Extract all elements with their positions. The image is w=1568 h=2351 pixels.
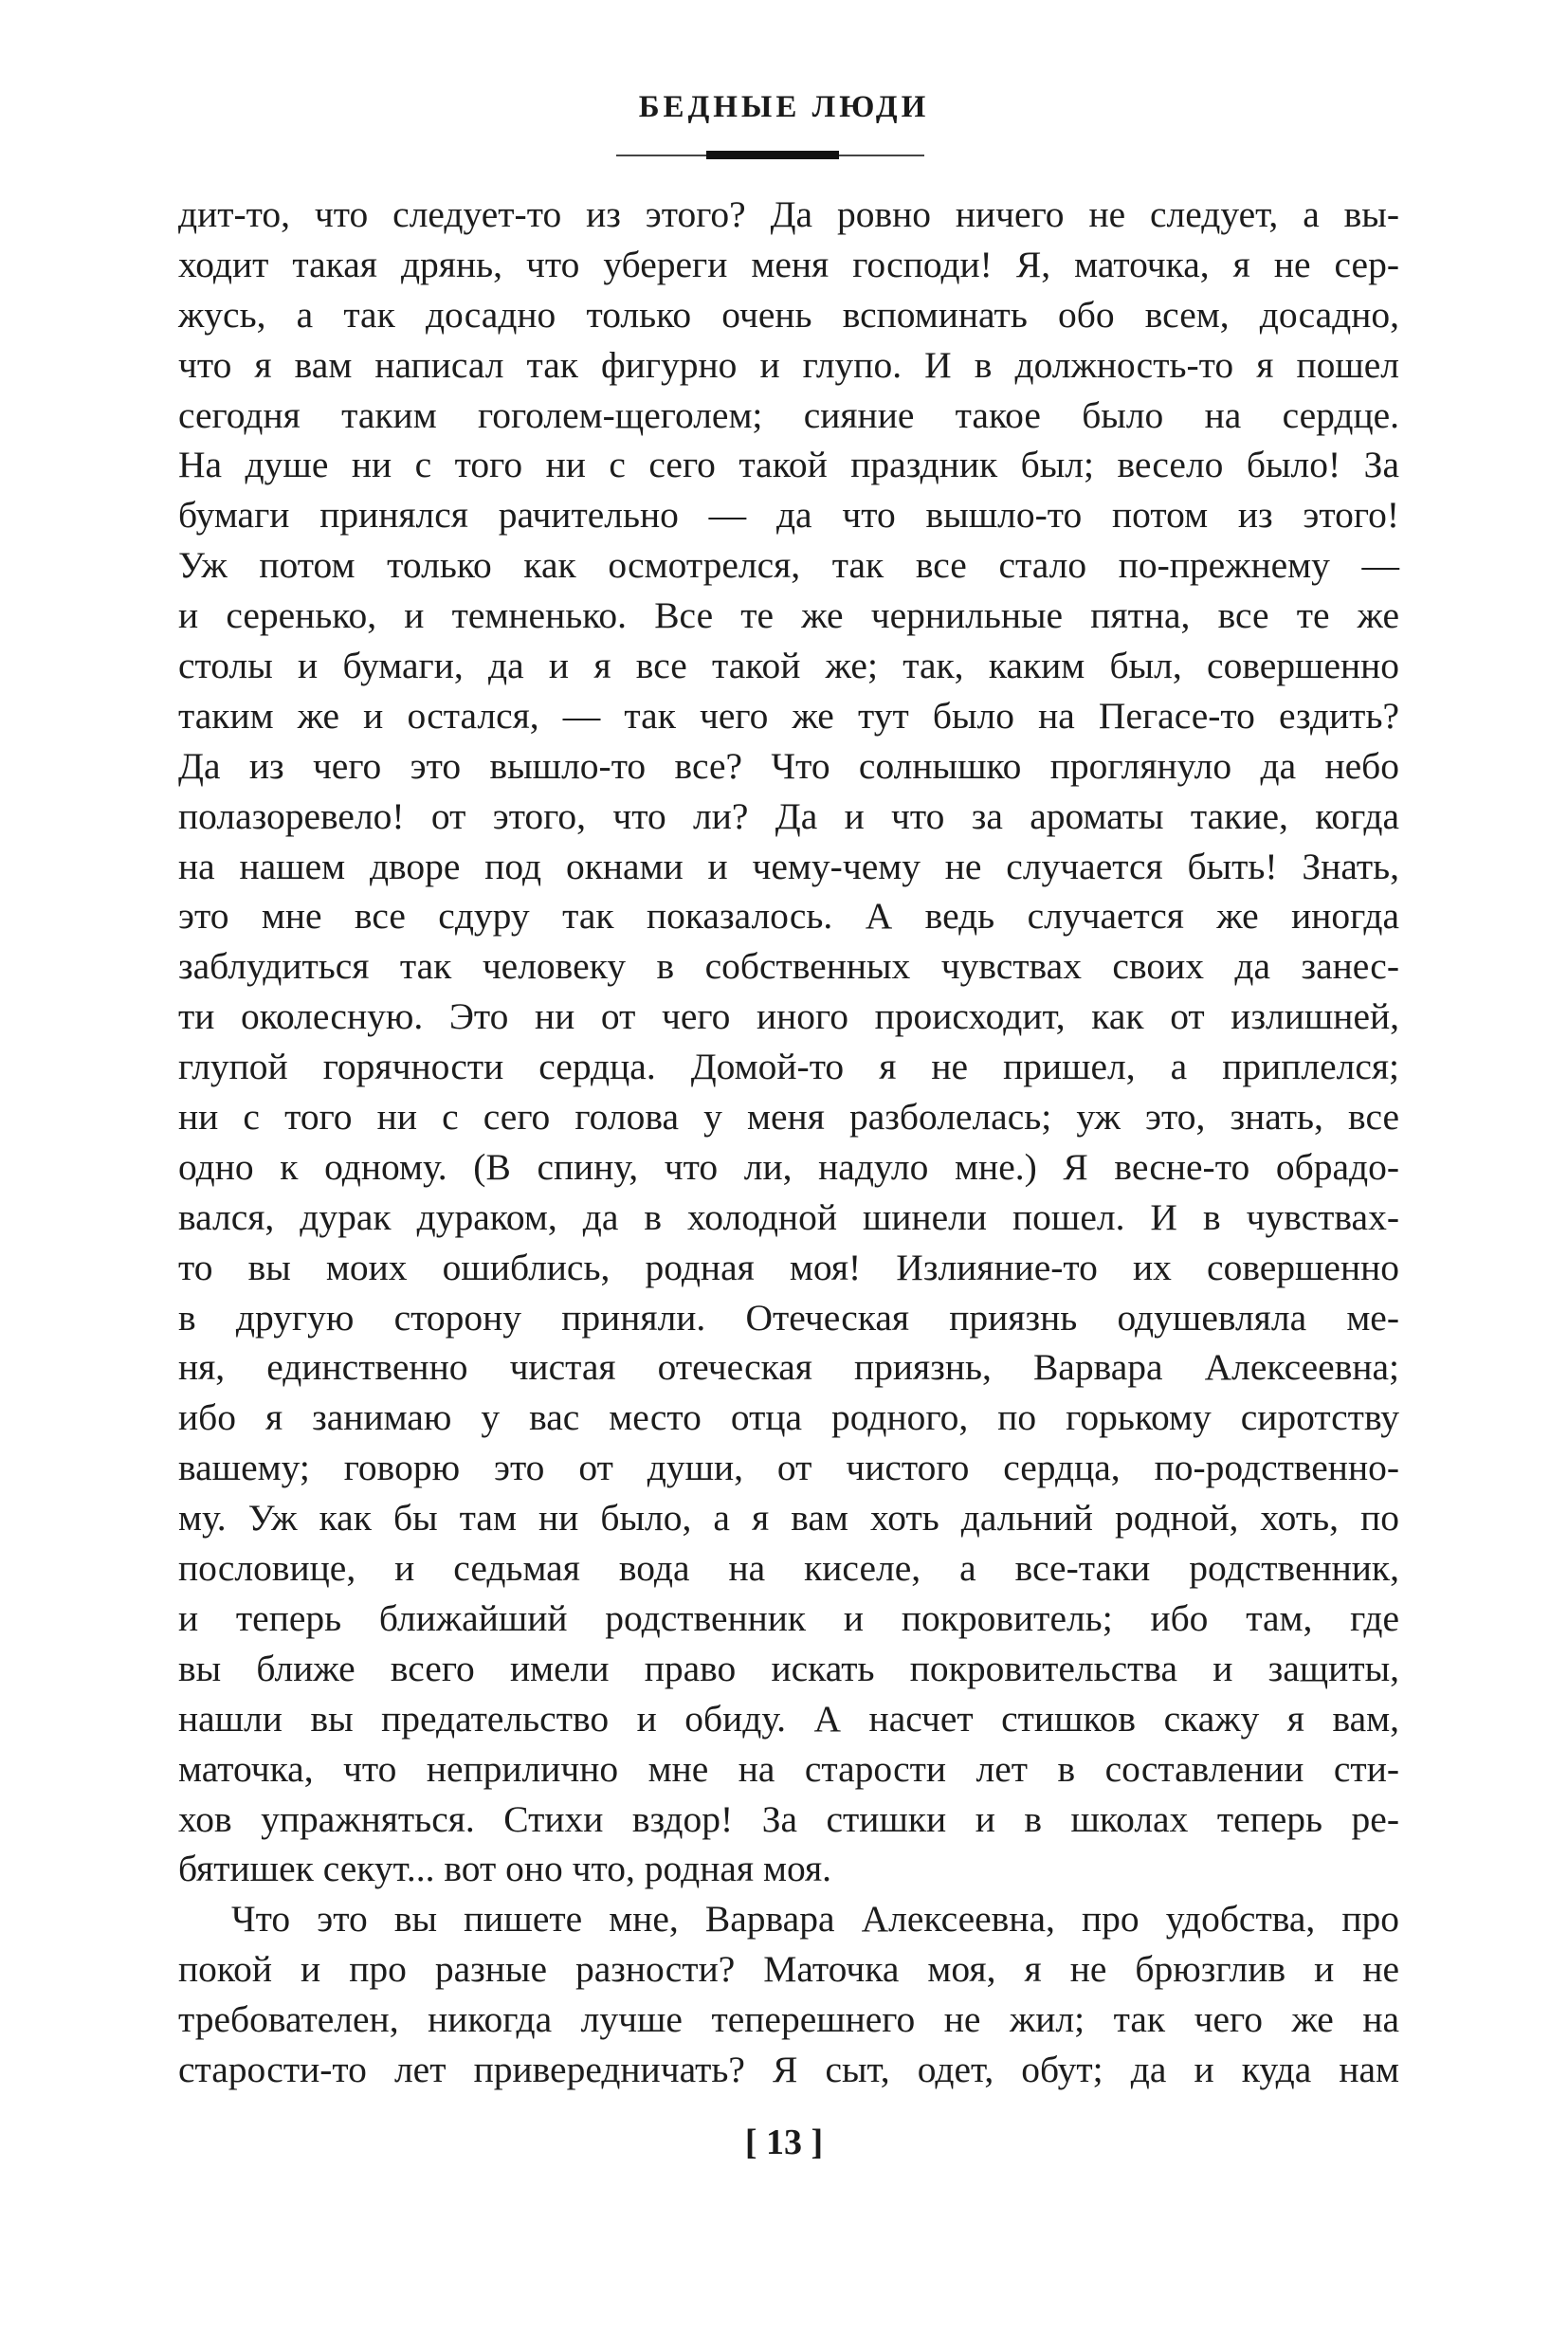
text-line: На душе ни с того ни с сего такой праздник был; весело было! За — [178, 444, 1399, 486]
text-line: покой и про разные разности? Маточка моя, я не брюзглив и не — [178, 1948, 1399, 1991]
text-line: на нашем дворе под окнами и чему-чему не случается быть! Знать, — [178, 845, 1399, 887]
text-line: хов упражняться. Стихи вздор! За стишки и в школах теперь ре- — [178, 1797, 1399, 1840]
running-head — [0, 90, 1568, 125]
text-line: маточка, что неприлично мне на старости лет в составлении сти- — [178, 1747, 1399, 1790]
text-line: столы и бумаги, да и я все такой же; так, каким был, совершенно — [178, 645, 1399, 687]
text-line: пословице, и седьмая вода на киселе, а все-таки родственник, — [178, 1547, 1399, 1590]
text-line: ни с того ни с сего голова у меня разболелась; уж это, знать, все — [178, 1096, 1399, 1139]
text-line: заблудиться так человеку в собственных чувствах своих да занес- — [178, 945, 1399, 988]
paragraph-first-line: Что это вы пишете мне, Варвара Алексеевна, про удобства, про — [231, 1898, 1399, 1941]
text-line: Уж потом только как осмотрелся, так все стало по-прежнему — — [178, 544, 1399, 587]
text-line: вался, дурак дураком, да в холодной шинели пошел. И в чувствах- — [178, 1195, 1399, 1238]
text-line: бумаги принялся рачительно — да что вышло-то потом из этого! — [178, 494, 1399, 537]
text-line: сегодня таким гоголем-щеголем; сияние такое было на сердце. — [178, 393, 1399, 436]
text-line: и теперь ближайший родственник и покровитель; ибо там, где — [178, 1596, 1399, 1639]
header-rule-accent — [706, 151, 839, 159]
text-line: вы ближе всего имели право искать покровительства и защиты, — [178, 1647, 1399, 1689]
body-text — [178, 190, 1399, 2095]
text-line: Да из чего это вышло-то все? Что солнышко проглянуло да небо — [178, 744, 1399, 787]
text-line: нашли вы предательство и обиду. А насчет стишков скажу я вам, — [178, 1697, 1399, 1740]
text-line: полазоревело! от этого, что ли? Да и что за ароматы такие, когда — [178, 794, 1399, 837]
text-line: таким же и остался, — так чего же тут было на Пегасе-то ездить? — [178, 694, 1399, 737]
running-title: БЕДНЫЕ ЛЮДИ — [638, 90, 930, 124]
paragraph-last-line: бятишек секут... вот оно что, родная моя. — [178, 1848, 831, 1890]
text-line: глупой горячности сердца. Домой-то я не пришел, а приплелся; — [178, 1046, 1399, 1088]
text-line: ти околесную. Это ни от чего иного происходит, как от излишней, — [178, 995, 1399, 1038]
text-line: требователен, никогда лучше теперешнего не жил; так чего же на — [178, 1998, 1399, 2041]
page-number: [ 13 ] — [744, 2123, 824, 2162]
text-line: му. Уж как бы там ни было, а я вам хоть дальний родной, хоть, по — [178, 1497, 1399, 1540]
text-line: и серенько, и темненько. Все те же чернильные пятна, все те же — [178, 594, 1399, 637]
text-line: то вы моих ошиблись, родная моя! Излияние-то их совершенно — [178, 1246, 1399, 1288]
text-line: это мне все сдуру так показалось. А ведь случается же иногда — [178, 895, 1399, 938]
text-line: одно к одному. (В спину, что ли, надуло мне.) Я весне-то обрадо- — [178, 1145, 1399, 1188]
text-line: старости-то лет привередничать? Я сыт, одет, обут; да и куда нам — [178, 2048, 1399, 2090]
text-line: дит-то, что следует-то из этого? Да ровно ничего не следует, а вы- — [178, 193, 1399, 235]
text-line: ибо я занимаю у вас место отца родного, по горькому сиротству — [178, 1396, 1399, 1439]
text-line: вашему; говорю это от души, от чистого сердца, по-родственно- — [178, 1447, 1399, 1489]
text-line: ходит такая дрянь, что убереги меня господи! Я, маточка, я не сер- — [178, 243, 1399, 285]
text-line: ня, единственно чистая отеческая приязнь, Варвара Алексеевна; — [178, 1346, 1399, 1389]
text-line: в другую сторону приняли. Отеческая приязнь одушевляла ме- — [178, 1296, 1399, 1339]
text-line: что я вам написал так фигурно и глупо. И в должность-то я пошел — [178, 343, 1399, 386]
text-line: жусь, а так досадно только очень вспоминать обо всем, досадно, — [178, 293, 1399, 336]
